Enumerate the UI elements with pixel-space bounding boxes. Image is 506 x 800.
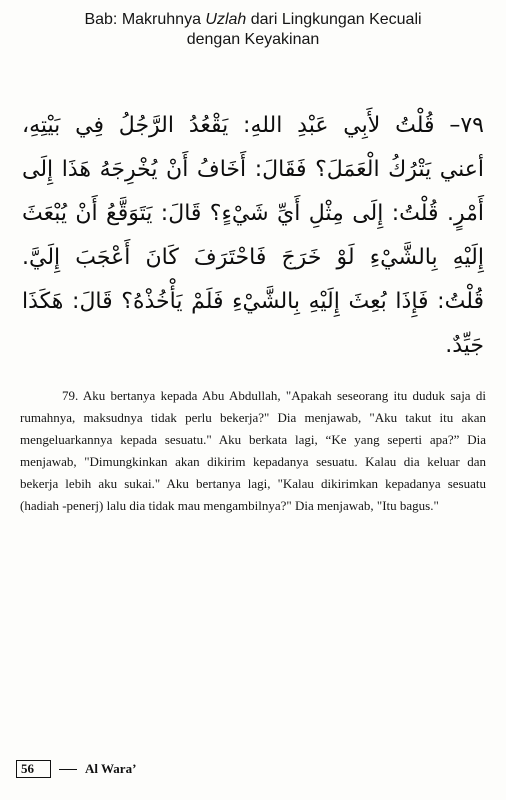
arabic-text (22, 104, 484, 368)
arabic-line: جَيِّدٌ. (445, 333, 484, 358)
chapter-title-part-1: Bab: Makruhnya (84, 11, 206, 28)
footer-dash (59, 769, 77, 770)
chapter-title-italic: Uzlah (205, 11, 247, 28)
arabic-line: ٧٩– قُلْتُ لأَبِي عَبْدِ اللهِ: يَقْعُدُ الرَّجُلُ فِي بَيْتِهِ، (22, 113, 484, 138)
chapter-title (20, 10, 486, 50)
arabic-line: إِلَيْهِ بِالشَّيْءِ لَوْ خَرَجَ فَاحْتَرَفَ كَانَ أَعْجَبَ إِلَيَّ. (22, 245, 484, 270)
running-title: Al Wara’ (85, 761, 137, 776)
chapter-title-part-2: dari Lingkungan Kecuali (246, 11, 422, 28)
translation-text (20, 385, 486, 517)
arabic-line: قُلْتُ: فَإِذَا بُعِثَ إِلَيْهِ بِالشَّيْءِ فَلَمْ يَأْخُذْهُ؟ قَالَ: هَكَذَا (22, 289, 484, 314)
arabic-line: أَمْرٍ. قُلْتُ: إِلَى مِثْلِ أَيِّ شَيْءٍ؟ قَالَ: يَتَوَقَّعُ أَنْ يُبْعَثَ (22, 201, 484, 226)
chapter-title-line-2: dengan Keyakinan (186, 31, 320, 48)
translation-paragraph: 79. Aku bertanya kepada Abu Abdullah, "Apakah seseorang itu duduk saja di rumahnya, maksudnya tidak perlu bekerja?" Dia menjawab, "Aku takut itu akan mengeluarkannya kepada sesuatu." Aku berkata lagi, “Ke yang seperti apa?” Dia menjawab, "Dimungkinkan akan dikirim kepadanya sesuatu. Kalau dia keluar dan bekerja lebih aku sukai." Aku bertanya lagi, "Kalau dikirimkan kepadanya sesuatu (hadiah -penerj) lalu dia tidak mau mengambilnya?" Dia menjawab, "Itu bagus." (20, 388, 486, 513)
page-number: 56 (16, 760, 51, 778)
arabic-line: أعني يَتْرُكُ الْعَمَلَ؟ فَقَالَ: أَخَافُ أَنْ يُخْرِجَهُ هَذَا إِلَى (22, 157, 484, 182)
chapter-title-line-1 (20, 10, 486, 30)
page-footer (16, 760, 136, 778)
